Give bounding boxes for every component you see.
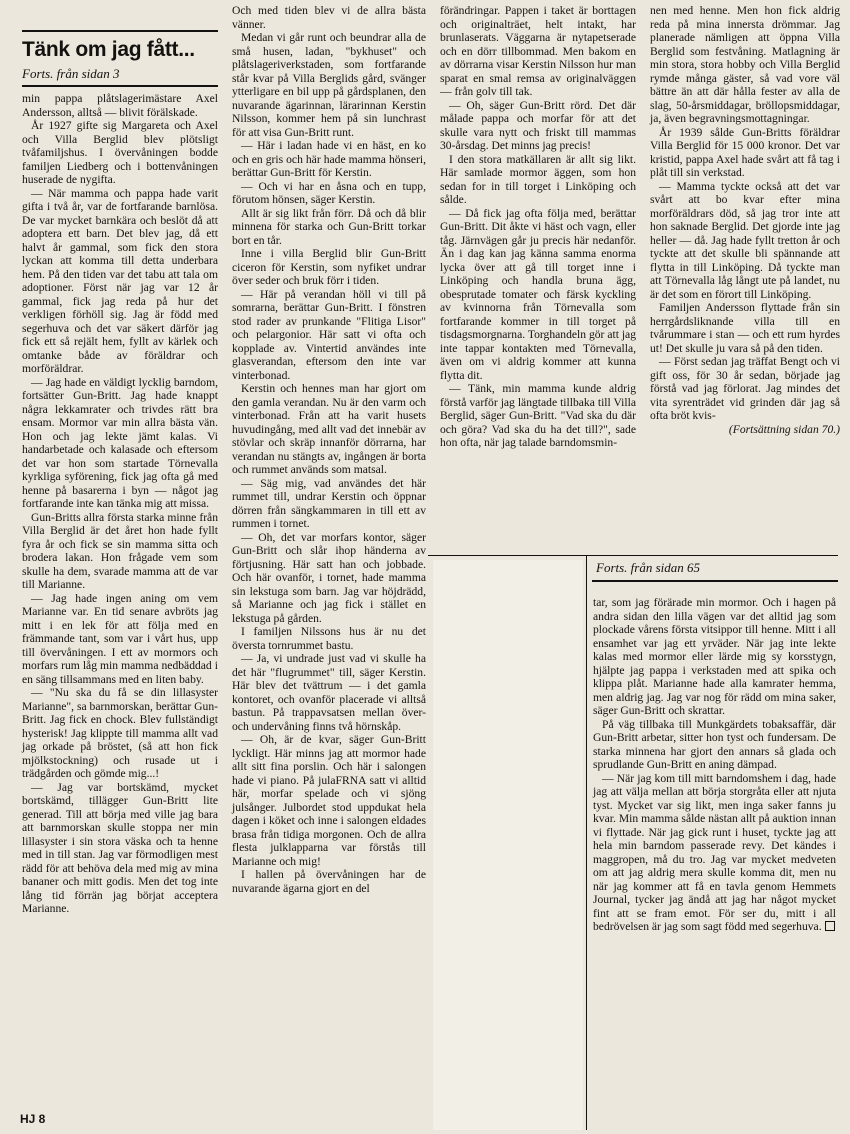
paragraph: — Oh, är de kvar, säger Gun-Britt lyckligt. Här minns jag att mormor hade allt sitt fina porslin. Och här i salongen hade vi piano. På julaFRNA satt vi alltid här, morfar spelade och vi sjöng julsånger. Julbordet stod uppdukat hela dagen i köket och inne i salongen eldades brasa från tidiga morgonen. Och de allra flesta julklapparna var förstås till Marianne och mig! xyxy=(232,733,426,868)
continued-on-note: (Fortsättning sidan 70.) xyxy=(728,422,840,436)
paragraph: Familjen Andersson flyttade från sin herrgårdsliknande villa till en tvårummare i stan — och ett rum hyrdes ut! Det skulle ju vara så på den tiden. xyxy=(650,301,840,355)
header-top-rule xyxy=(22,30,218,32)
paragraph: — Oh, det var morfars kontor, säger Gun-Britt och slår ihop händerna av förtjusning. Här satt han och jobbade. Och här ovanför, i tornet, hade mamma sin lekstuga som barn. Jag var höjdrädd, så Marianne och jag fick i stället en lekstuga på gården. xyxy=(232,530,426,625)
paragraph: Och med tiden blev vi de allra bästa vänner. xyxy=(232,4,426,31)
paragraph: Allt är sig likt från förr. Då och då blir minnena för starka och Gun-Britt torkar bort en tår. xyxy=(232,206,426,247)
continuation-heading-rule xyxy=(592,580,838,582)
paragraph: I hallen på övervåningen har de nuvarande ägarna gjort en del xyxy=(232,868,426,895)
paragraph: — Tänk, min mamma kunde aldrig förstå varför jag längtade tillbaka till Villa Berglid, säger Gun-Britt. "Vad ska du där och göra? Vad ska du ha det till?", sade hon ofta, när jag talade barndomsmin- xyxy=(440,382,636,449)
column-1 xyxy=(22,92,218,916)
paragraph: I familjen Nilssons hus är nu det översta tornrummet bastu. xyxy=(232,625,426,652)
page-label: HJ 8 xyxy=(20,1112,46,1126)
paragraph: År 1939 sålde Gun-Britts föräldrar Villa Berglid för 15 000 kronor. Det var kristid, pappa Axel hade svårt att få tag i plåt till sin verkstad. xyxy=(650,125,840,179)
paragraph: På väg tillbaka till Munkgärdets tobaksaffär, där Gun-Britt arbetar, sitter hon tyst och fundersam. De starka minnena har gjort den annars så glada och sprudlande Gun-Britt en aning dämpad. xyxy=(593,717,836,771)
column-4 xyxy=(650,4,840,436)
paragraph: Gun-Britts allra första starka minne från Villa Berglid är det året hon hade fyllt fyra år och fick se sin mamma sitta och brodera lakan. Hon frågade vem som skulle ha dem, svarade mamma att de var till Marianne. xyxy=(22,510,218,591)
paragraph: Medan vi går runt och beundrar alla de små husen, ladan, "bykhuset" och plåtslageriverkstaden, som fortfarande står kvar på Villa Berglids gård, svänger ytterligare en bil upp på gårdsplanen, den nuvarande ägarinnan, lärarinnan Kerstin Nilsson, kommer hem på sin lunchrast för att visa Gun-Britt runt. xyxy=(232,31,426,139)
paragraph: — När jag kom till mitt barndomshem i dag, hade jag att välja mellan att börja storgråta eller att njuta tyst. Mycket var sig likt, men inga saker fanns ju kvar. Min mamma sålde nästan allt på auktion innan vi flyttade. När jag gick runt i huset, tyckte jag att hela min barndom passerade revy. Det kändes i maggropen, må du tro. Jag var mycket medveten om att jag aldrig mera skulle komma dit, men nu när jag kommer att få en tavla genom Hemmets Journal, tycker jag ändå att jag har något mycket fint att se fram emot. För ser du, mitt i all bedrövelsen är jag som sagt född med segerhuva. xyxy=(593,771,836,933)
paragraph: År 1927 gifte sig Margareta och Axel och Villa Berglid blev plötsligt tvåfamiljshus. I övervåningen bodde familjen Liedberg och i bottenvåningen huserade de nygifta. xyxy=(22,119,218,186)
paragraph: nen med henne. Men hon fick aldrig reda på mina innersta drömmar. Jag planerade nämligen att öppna Villa Berglid som festvåning. Matlagning är min stora, stora hobby och Villa Berglid rymde många gäster, så vad vore väl bättre än att där hålla fester av alla de slag, 50-årsmiddagar, bröllopsmiddagar, ja, även begravningsmottagningar. xyxy=(650,4,840,125)
paragraph: — Och vi har en åsna och en tupp, förutom hönsen, säger Kerstin. xyxy=(232,179,426,206)
header-bottom-rule xyxy=(22,85,218,87)
article-header xyxy=(22,0,218,87)
paragraph: — Säg mig, vad användes det här rummet till, undrar Kerstin och öppnar dörren från sängkammaren in till ett av rummen i tornet. xyxy=(232,476,426,530)
paragraph: I den stora matkällaren är allt sig likt. Här samlade mormor äggen, som hon sedan for in till torget i Linköping och sålde. xyxy=(440,152,636,206)
column-2 xyxy=(232,4,426,895)
paragraph: — Oh, säger Gun-Britt rörd. Det där målade pappa och morfar för att det skulle vara nytt och friskt till mammas 30-årsdag. Det minns jag precis! xyxy=(440,98,636,152)
continuation-header xyxy=(592,555,838,582)
column-3 xyxy=(440,4,636,450)
paragraph: — "Nu ska du få se din lillasyster Marianne", sa barnmorskan, berättar Gun-Britt. Jag fick en chock. Blev fullständigt hysterisk! Jag klippte till mamma allt vad jag orkade på bröstet, (så att hon fick mjölkstockning) och rusade ut i trädgården och gömde mig...! xyxy=(22,686,218,780)
paragraph: — Då fick jag ofta följa med, berättar Gun-Britt. Dit åkte vi häst och vagn, eller tåg. Järnvägen går ju precis här nedanför. Än i dag kan jag känna samma enorma lycka över att gå till torget inne i Linköping och handla bruna ägg, obesprutade tomater och färsk kyckling av kvinnorna från Törnevalla som fortfarande kommer in till torget på tisdagsmorgnarna. Torghandeln gör att jag inte tappar kontakten med Törnevalla, även om vi aldrig kommer att kunna flytta dit. xyxy=(440,206,636,382)
paragraph: tar, som jag förärade min mormor. Och i hagen på andra sidan den lilla vägen var det alltid jag som plockade vårens första vitsippor till henne. Mitt i all ensamhet var jag ett yrväder. När jag inte lekte kalas med mormor eller lärde mig sy korsstygn, hjälpte jag pappa i verkstaden med att spika och klippa plåt. Marianne hade alla kamrater hemma, men aldrig jag. Jag var nog för rädd om mina saker, säger Gun-Britt och skrattar. xyxy=(593,596,836,717)
article-title: Tänk om jag fått... xyxy=(22,38,195,61)
continuation-column xyxy=(593,596,836,934)
continuation-heading: Forts. från sidan 65 xyxy=(596,560,701,575)
continuation-side-rule xyxy=(586,555,587,1130)
paragraph: — Mamma tyckte också att det var svårt att bo kvar efter mina morföräldrars död, så jag tror inte att hon saknade Berglid. Det gjorde inte jag heller — då. Jag hade fyllt tretton år och tyckte att det skulle bli spännande att flytta in till Linköping. Då tyckte man att Törnevalla låg långt ute på landet, nu är det som en förort till Linköping. xyxy=(650,179,840,301)
continuation-body xyxy=(593,596,836,934)
paragraph: — Först sedan jag träffat Bengt och vi gift oss, för 30 år sedan, började jag förstå vad jag förlorat. Jag mindes det vita syrenträdet vid grinden där jag så ofta bröt kvis- xyxy=(650,355,840,422)
paragraph: — Jag var bortskämd, mycket bortskämd, tillägger Gun-Britt lite generad. Till att börja med ville jag bara att barnmorskan skulle stoppa ner min lillasyster i sin stora väska och ta henne med in till stan. Jag var förmodligen mest rädd för att behöva dela med mig av mina bananer och mitt godis. Men det tog inte lång tid förrän jag börjat acceptera Marianne. xyxy=(22,780,218,915)
paragraph: Inne i villa Berglid blir Gun-Britt ciceron för Kerstin, som nyfiket undrar över seder och bruk förr i tiden. xyxy=(232,247,426,287)
paragraph: Kerstin och hennes man har gjort om den gamla verandan. Nu är den varm och vinterbonad. Från att ha varit husets huvudingång, med allt vad det innebär av stövlar och skräp innanför dörrarna, har verandan nu stängts av, ingången är borta och rummet används som matsal. xyxy=(232,382,426,476)
paragraph: — Jag hade en väldigt lycklig barndom, fortsätter Gun-Britt. Jag hade knappt några lekkamrater och trivdes rätt bra ensam. Mormor var min allra bästa vän. Hon och jag lekte jämt kalas. Vi handarbetade och kalasade och eftersom det var hon som startade Törnevalla kyrkliga syförening, fick jag ofta gå med henne på basarerna i byn — något jag fortfarande inte kan tänka mig att missa. xyxy=(22,375,218,510)
paragraph: min pappa plåtslagerimästare Axel Andersson, alltså — blivit förälskade. xyxy=(22,92,218,119)
continued-from-label: Forts. från sidan 3 xyxy=(22,66,120,81)
paragraph: — Här på verandan höll vi till på somrarna, berättar Gun-Britt. I fönstren stod rader av prunkande "Flitiga Lisor" och pelargonior. Här satt vi ofta och kopplade av. Vintertid användes inte glasverandan, eftersom den inte var vinterbonad. xyxy=(232,287,426,382)
paragraph: — Ja, vi undrade just vad vi skulle ha det här "flugrummet" till, säger Kerstin. Här blev det tvättrum — i det gamla kontoret, och ovanför placerade vi alltså bastun. På trappavsatsen mellan över- och undervåning finns två hörnskåp. xyxy=(232,652,426,733)
paragraph: — När mamma och pappa hade varit gifta i två år, var de fortfarande barnlösa. De var mycket barnkära och beslöt då att adoptera ett barn. Det blev jag, då ett halvt år gammal, som fick den stora lyckan att komma till detta underbara hem. På den tiden var det tabu att tala om adoptioner. Först när jag var 12 år gammal, fick jag reda på hur det verkligen förhöll sig. Jag är född med segerhuva och det var säkert därför jag fick ett så rejält hem, fyllt av kärlek och omtanke både av föräldrar och morföräldrar. xyxy=(22,186,218,375)
end-mark-icon xyxy=(825,921,835,931)
column-4-body xyxy=(650,4,840,423)
paragraph: — Här i ladan hade vi en häst, en ko och en gris och här hade mamma hönseri, berättar Gun-Britt för Kerstin. xyxy=(232,139,426,179)
blank-area xyxy=(433,560,583,1130)
paragraph: — Jag hade ingen aning om vem Marianne var. En tid senare avbröts jag mitt i en lek för att följa med en främmande tant, som var i vårt hus, upp till övervåningen. I ett av mormors och morfars rum låg min mamma nedbäddad i en säng tillsammans med en liten baby. xyxy=(22,591,218,686)
paragraph: förändringar. Pappen i taket är borttagen och originalträet, helt intakt, har brunlaserats. Väggarna är nytapetserade och en dörr tillbommad. Men bakom en av dörrarna visar Kerstin Nilsson hur man sparat en smal remsa av originalväggen — från golv till tak. xyxy=(440,4,636,98)
